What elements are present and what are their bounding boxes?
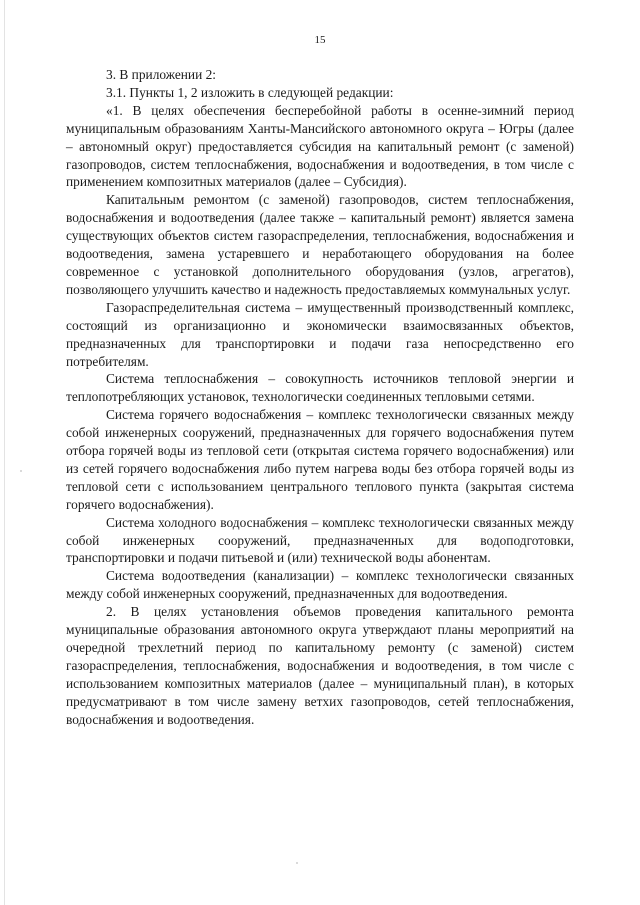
paragraph-point-2-municipal-plan: 2. В целях установления объемов проведения капитального ремонта муниципальные образования автономного округа утверждают планы мероприятий на очередной трехлетний период по капитальному ремонту (с заменой) систем газораспределения, теплоснабжения, водоснабжения и водоотведения, в том числе с использованием композитных материалов (далее – муниципальный план), в которых предусматривают в том числе замену ветхих газопроводов, сетей теплоснабжения, водоснабжения и водоотведения. [66,604,574,727]
scan-speck [296,862,298,864]
paragraph-point-1-subsidy: «1. В целях обеспечения бесперебойной работы в осенне-зимний период муниципальным образованиям Ханты-Мансийского автономного округа – Югры (далее – автономный округ) предоставляется субсидия на капитальный ремонт (с заменой) газопроводов, систем теплоснабжения, водоснабжения и водоотведения, в том числе с применением композитных материалов (далее – Субсидия). [66,102,574,190]
paragraph-cold-water-definition: Система холодного водоснабжения – комплекс технологически связанных между собой инженерных сооружений, предназначенных для водоподготовки, транспортировки и подачи питьевой и (или) технической воды абонентам. [66,514,574,566]
scan-speck [20,470,22,472]
page-number: 15 [314,34,326,46]
scan-edge-line [4,0,5,905]
paragraph-item-3-1: 3.1. Пункты 1, 2 изложить в следующей редакции: [106,84,394,100]
paragraph-drainage-definition: Система водоотведения (канализации) – комплекс технологически связанных между собой инженерных сооружений, предназначенных для водоотведения. [66,568,574,602]
paragraph-capital-repair-definition: Капитальным ремонтом (с заменой) газопроводов, систем теплоснабжения, водоснабжения и водоотведения (далее также – капитальный ремонт) является замена существующих объектов систем газораспределения, теплоснабжения, водоснабжения и водоотведения, замена устаревшего и неработающего оборудования на более современное с установкой дополнительного оборудования (узлов, агрегатов), позволяющего улучшить качество и надежность предоставляемых коммунальных услуг. [66,192,574,297]
paragraph-heat-supply-definition: Система теплоснабжения – совокупность источников тепловой энергии и теплопотребляющих установок, технологически соединенных тепловыми сетями. [66,371,574,405]
document-body [66,66,574,729]
paragraph-gas-system-definition: Газораспределительная система – имущественный производственный комплекс, состоящий из организационно и экономически взаимосвязанных объектов, предназначенных для транспортировки и подачи газа непосредственно его потребителям. [66,299,574,369]
paragraph-appendix-heading: 3. В приложении 2: [106,67,217,82]
paragraph-hot-water-definition: Система горячего водоснабжения – комплекс технологически связанных между собой инженерных сооружений, предназначенных для горячего водоснабжения путем отбора горячей воды из тепловой сети (открытая система горячего водоснабжения) или из сетей горячего водоснабжения либо путем нагрева воды без отбора горячей воды из тепловой сети с использованием центрального теплового пункта (закрытая система горячего водоснабжения). [66,407,574,512]
